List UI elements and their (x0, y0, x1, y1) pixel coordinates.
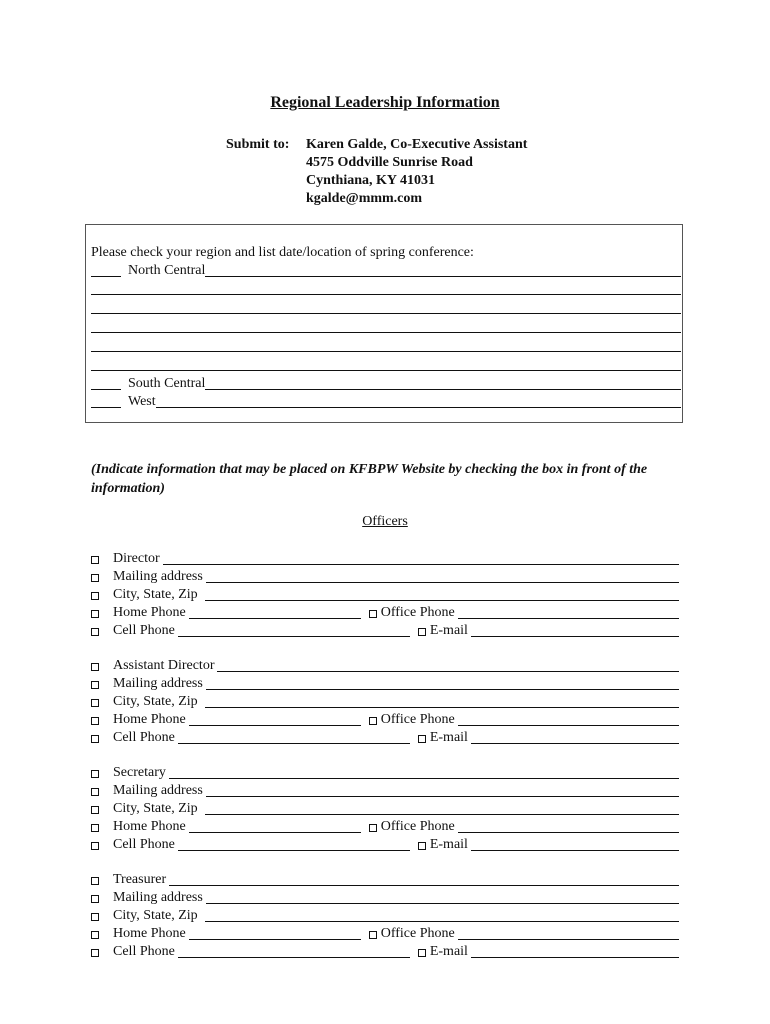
region-check-blank[interactable] (91, 375, 121, 390)
office-phone-label: Office Phone (380, 926, 455, 941)
checkbox[interactable] (91, 717, 99, 725)
checkbox[interactable] (369, 931, 377, 939)
office-phone-field[interactable] (458, 818, 679, 833)
checkbox[interactable] (418, 842, 426, 850)
checkbox[interactable] (418, 949, 426, 957)
checkbox[interactable] (91, 824, 99, 832)
home-phone-field[interactable] (189, 604, 361, 619)
office-phone-label: Office Phone (380, 819, 455, 834)
officers-heading: Officers (362, 514, 408, 529)
checkbox[interactable] (91, 681, 99, 689)
checkbox[interactable] (91, 895, 99, 903)
checkbox[interactable] (418, 628, 426, 636)
region-west-row (91, 393, 681, 411)
role-label: Secretary (113, 765, 166, 780)
region-south-central-label: South Central (128, 376, 206, 391)
submit-email: kgalde@mmm.com (306, 191, 423, 206)
email-label: E-mail (429, 837, 468, 852)
role-label: Treasurer (113, 872, 167, 887)
mailing-address-label: Mailing address (113, 676, 203, 691)
home-phone-field[interactable] (189, 711, 361, 726)
checkbox[interactable] (91, 770, 99, 778)
home-phone-label: Home Phone (113, 819, 186, 834)
checkbox[interactable] (91, 574, 99, 582)
region-notes-line[interactable] (91, 356, 681, 371)
submit-street: 4575 Oddville Sunrise Road (306, 155, 473, 170)
checkbox[interactable] (418, 735, 426, 743)
checkbox[interactable] (369, 610, 377, 618)
email-label: E-mail (429, 730, 468, 745)
home-phone-label: Home Phone (113, 926, 186, 941)
region-north-central-field[interactable] (205, 262, 681, 277)
role-label: Assistant Director (113, 658, 215, 673)
home-phone-label: Home Phone (113, 605, 186, 620)
mailing-address-field[interactable] (206, 675, 679, 690)
region-notes-line[interactable] (91, 299, 681, 314)
office-phone-label: Office Phone (380, 605, 455, 620)
officer-group-director (91, 550, 679, 640)
role-field[interactable] (169, 764, 679, 779)
region-notes-line[interactable] (91, 318, 681, 333)
officer-group-assistant-director (91, 657, 679, 747)
cell-phone-label: Cell Phone (113, 623, 175, 638)
checkbox[interactable] (91, 806, 99, 814)
officer-group-treasurer (91, 871, 679, 961)
city-state-zip-label: City, State, Zip (113, 908, 198, 923)
mailing-address-label: Mailing address (113, 783, 203, 798)
submit-to-label: Submit to: (226, 137, 290, 152)
region-notes-line[interactable] (91, 280, 681, 295)
submit-name: Karen Galde, Co-Executive Assistant (306, 137, 528, 152)
region-north-central-label: North Central (128, 263, 206, 278)
office-phone-label: Office Phone (380, 712, 455, 727)
checkbox[interactable] (91, 663, 99, 671)
region-south-central-row (91, 375, 681, 393)
checkbox[interactable] (369, 824, 377, 832)
city-state-zip-field[interactable] (205, 907, 679, 922)
checkbox[interactable] (91, 610, 99, 618)
checkbox[interactable] (91, 556, 99, 564)
mailing-address-field[interactable] (206, 568, 679, 583)
region-notes-line[interactable] (91, 337, 681, 352)
email-field[interactable] (471, 729, 679, 744)
cell-phone-field[interactable] (178, 729, 410, 744)
email-field[interactable] (471, 622, 679, 637)
role-field[interactable] (169, 871, 679, 886)
cell-phone-field[interactable] (178, 836, 410, 851)
city-state-zip-field[interactable] (205, 693, 679, 708)
submit-city: Cynthiana, KY 41031 (306, 173, 436, 188)
mailing-address-field[interactable] (206, 889, 679, 904)
region-north-central-row (91, 262, 681, 280)
page-title: Regional Leadership Information (270, 94, 500, 111)
submit-address (306, 136, 527, 208)
email-label: E-mail (429, 944, 468, 959)
office-phone-field[interactable] (458, 604, 679, 619)
mailing-address-label: Mailing address (113, 569, 203, 584)
mailing-address-field[interactable] (206, 782, 679, 797)
checkbox[interactable] (91, 735, 99, 743)
checkbox[interactable] (91, 592, 99, 600)
checkbox[interactable] (369, 717, 377, 725)
city-state-zip-label: City, State, Zip (113, 694, 198, 709)
region-check-blank[interactable] (91, 262, 121, 277)
website-note: (Indicate information that may be placed on KFBPW Website by checking the box in front of the information) (91, 462, 648, 496)
cell-phone-field[interactable] (178, 622, 410, 637)
region-box (85, 224, 683, 423)
region-south-central-field[interactable] (205, 375, 681, 390)
city-state-zip-field[interactable] (205, 800, 679, 815)
region-instruction: Please check your region and list date/location of spring conference: (91, 245, 474, 260)
city-state-zip-label: City, State, Zip (113, 801, 198, 816)
checkbox[interactable] (91, 913, 99, 921)
cell-phone-field[interactable] (178, 943, 410, 958)
checkbox[interactable] (91, 949, 99, 957)
region-west-field[interactable] (156, 393, 681, 408)
checkbox[interactable] (91, 931, 99, 939)
role-field[interactable] (163, 550, 679, 565)
email-label: E-mail (429, 623, 468, 638)
office-phone-field[interactable] (458, 925, 679, 940)
email-field[interactable] (471, 943, 679, 958)
region-check-blank[interactable] (91, 393, 121, 408)
mailing-address-label: Mailing address (113, 890, 203, 905)
checkbox[interactable] (91, 842, 99, 850)
city-state-zip-label: City, State, Zip (113, 587, 198, 602)
checkbox[interactable] (91, 628, 99, 636)
cell-phone-label: Cell Phone (113, 837, 175, 852)
email-field[interactable] (471, 836, 679, 851)
home-phone-label: Home Phone (113, 712, 186, 727)
home-phone-field[interactable] (189, 818, 361, 833)
home-phone-field[interactable] (189, 925, 361, 940)
role-label: Director (113, 551, 160, 566)
checkbox[interactable] (91, 877, 99, 885)
cell-phone-label: Cell Phone (113, 944, 175, 959)
checkbox[interactable] (91, 788, 99, 796)
officer-group-secretary (91, 764, 679, 854)
city-state-zip-field[interactable] (205, 586, 679, 601)
role-field[interactable] (217, 657, 679, 672)
cell-phone-label: Cell Phone (113, 730, 175, 745)
checkbox[interactable] (91, 699, 99, 707)
office-phone-field[interactable] (458, 711, 679, 726)
region-west-label: West (128, 394, 156, 409)
